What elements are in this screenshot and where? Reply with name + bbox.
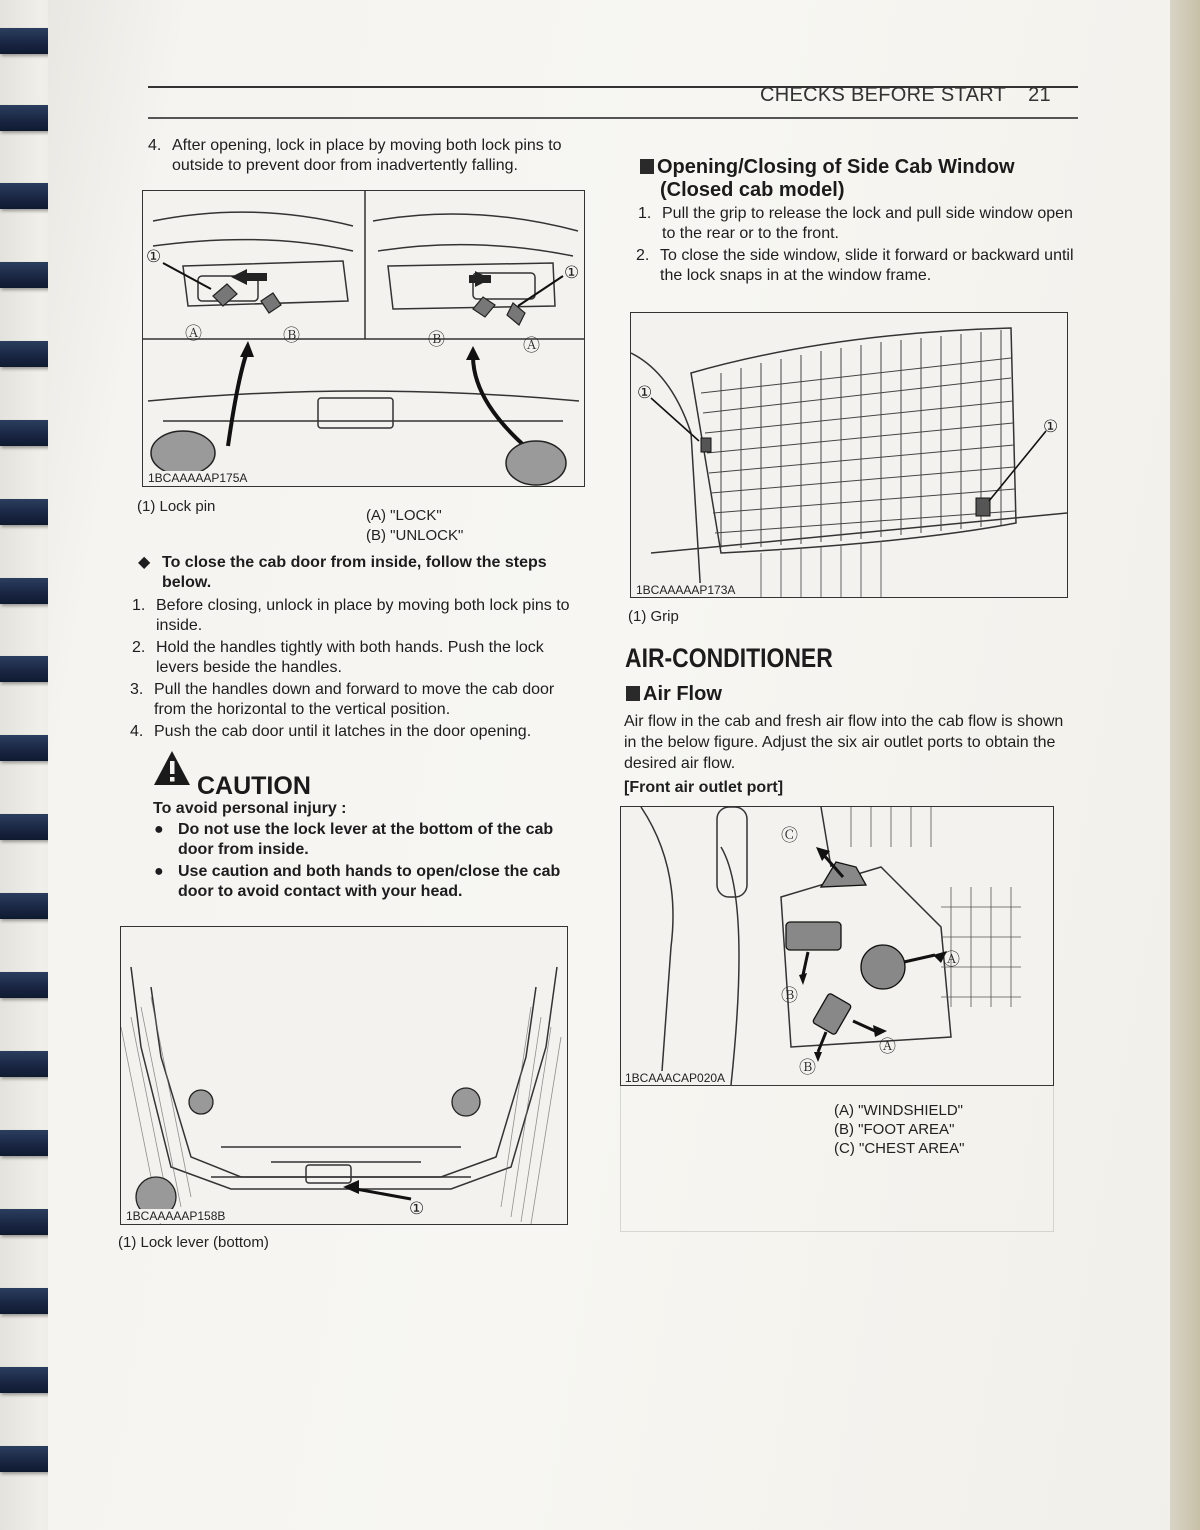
lock-pin-figure bbox=[142, 190, 585, 487]
callout-b-right: Ⓑ bbox=[428, 330, 445, 349]
callout-windshield: Ⓐ bbox=[943, 950, 960, 969]
inside-step-4 bbox=[130, 722, 580, 742]
caption-unlock: (B) "UNLOCK" bbox=[366, 527, 464, 544]
step-text: Before closing, unlock in place by moving both lock pins to inside. bbox=[156, 597, 570, 634]
legend-foot-area: (B) "FOOT AREA" bbox=[834, 1121, 955, 1138]
step-text: To close the side window, slide it forward or backward until the lock snaps in at the window frame. bbox=[660, 247, 1074, 284]
figure-code: 1BCAAAAAP175A bbox=[145, 471, 250, 485]
inside-close-heading bbox=[138, 553, 583, 593]
step-number: 4. bbox=[148, 137, 162, 154]
side-window-figure bbox=[630, 312, 1068, 598]
caution-lead: To avoid personal injury : bbox=[153, 800, 347, 817]
caption-lock-lever: (1) Lock lever (bottom) bbox=[118, 1234, 269, 1251]
caution-text: Do not use the lock lever at the bottom of the cab door from inside. bbox=[178, 821, 554, 858]
step-number: 2. bbox=[132, 639, 146, 656]
heading-text: To close the cab door from inside, follow the steps below. bbox=[162, 554, 547, 591]
inside-step-3 bbox=[130, 680, 577, 720]
bullet-icon: ● bbox=[154, 863, 164, 880]
section-square-icon bbox=[626, 686, 640, 701]
side-window-illustration bbox=[631, 313, 1067, 597]
front-outlet-label: [Front air outlet port] bbox=[624, 779, 784, 796]
step-number: 3. bbox=[130, 681, 144, 698]
diamond-bullet-icon: ◆ bbox=[138, 554, 151, 571]
bullet-icon: ● bbox=[154, 821, 164, 838]
callout-a-left: Ⓐ bbox=[185, 324, 202, 343]
intro-step bbox=[148, 136, 593, 176]
side-window-subtitle: (Closed cab model) bbox=[660, 179, 845, 201]
callout-a-right: Ⓐ bbox=[523, 336, 540, 355]
window-step-2 bbox=[636, 246, 1078, 286]
figure-code: 1BCAAAAAP158B bbox=[123, 1209, 228, 1223]
running-head bbox=[760, 84, 1051, 107]
callout-foot: Ⓑ bbox=[799, 1058, 816, 1077]
page-number: 21 bbox=[1028, 84, 1051, 106]
step-number: 1. bbox=[638, 205, 652, 222]
step-number: 1. bbox=[132, 597, 146, 614]
inside-step-2 bbox=[132, 638, 577, 678]
caution-item-1 bbox=[154, 820, 574, 860]
air-outlet-figure bbox=[620, 806, 1054, 1086]
callout-foot: Ⓑ bbox=[781, 986, 798, 1005]
legend-chest-area: (C) "CHEST AREA" bbox=[834, 1140, 965, 1157]
callout-windshield: Ⓐ bbox=[879, 1037, 896, 1056]
caution-title: CAUTION bbox=[197, 772, 311, 800]
step-text: Hold the handles tightly with both hands. Push the lock levers beside the handles. bbox=[156, 639, 544, 676]
lock-lever-illustration bbox=[121, 927, 567, 1224]
airflow-title bbox=[626, 683, 722, 706]
step-number: 2. bbox=[636, 247, 650, 264]
step-text: Pull the handles down and forward to move the cab door from the horizontal to the vertical position. bbox=[154, 681, 555, 718]
side-window-title bbox=[640, 156, 1015, 179]
figure-code: 1BCAAAAAP173A bbox=[633, 583, 738, 597]
caution-item-2 bbox=[154, 862, 574, 902]
inside-step-1 bbox=[132, 596, 577, 636]
window-step-1 bbox=[638, 204, 1078, 244]
callout-grip: ① bbox=[637, 383, 653, 402]
section-square-icon bbox=[640, 159, 654, 174]
section-title-text: Air Flow bbox=[643, 683, 722, 705]
legend-windshield: (A) "WINDSHIELD" bbox=[834, 1102, 963, 1119]
bleed-through-figure bbox=[620, 1085, 1054, 1232]
caption-grip: (1) Grip bbox=[628, 608, 679, 625]
warning-triangle-icon bbox=[152, 749, 192, 787]
caption-lock-pin: (1) Lock pin bbox=[137, 498, 216, 515]
section-title-text: Opening/Closing of Side Cab Window bbox=[657, 156, 1015, 178]
callout-lock-lever: ① bbox=[409, 1199, 425, 1218]
chapter-title: AIR-CONDITIONER bbox=[625, 643, 833, 673]
page-edge bbox=[1170, 0, 1200, 1530]
caution-text: Use caution and both hands to open/close the cab door to avoid contact with your head. bbox=[178, 863, 561, 900]
callout-chest: Ⓒ bbox=[781, 826, 798, 845]
lock-pin-illustration bbox=[143, 191, 584, 486]
callout-grip: ① bbox=[1043, 417, 1059, 436]
callout-lock-pin: ① bbox=[146, 247, 162, 266]
air-outlet-illustration bbox=[621, 807, 1053, 1085]
lock-lever-figure bbox=[120, 926, 568, 1225]
section-name: CHECKS BEFORE START bbox=[760, 84, 1007, 106]
step-text: Pull the grip to release the lock and pull side window open to the rear or to the front. bbox=[662, 205, 1073, 242]
step-text: After opening, lock in place by moving both lock pins to outside to prevent door from inadvertently falling. bbox=[172, 137, 562, 174]
callout-lock-pin: ① bbox=[564, 263, 580, 282]
figure-code: 1BCAAACAP020A bbox=[622, 1071, 728, 1085]
caption-lock: (A) "LOCK" bbox=[366, 507, 442, 524]
step-number: 4. bbox=[130, 723, 144, 740]
header-rule-lower bbox=[148, 117, 1078, 119]
step-text: Push the cab door until it latches in the door opening. bbox=[154, 723, 532, 740]
airflow-body: Air flow in the cab and fresh air flow into the cab flow is shown in the below figure. Adjust the six air outlet ports to obtain the desired air flow. bbox=[624, 713, 1064, 772]
callout-b-left: Ⓑ bbox=[283, 326, 300, 345]
